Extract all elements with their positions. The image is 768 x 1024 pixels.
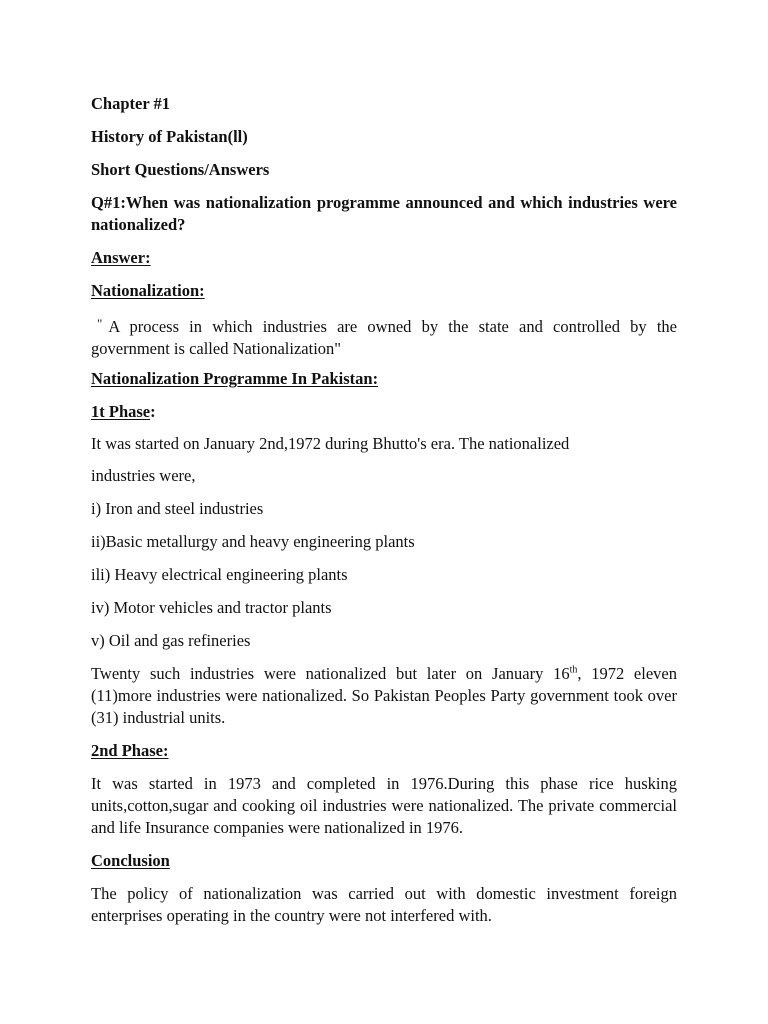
section-title: Short Questions/Answers (91, 160, 270, 179)
phase1-heading-line (91, 402, 156, 422)
answer-heading: Answer: (91, 248, 151, 267)
industry-list-item: i) Iron and steel industries (91, 499, 264, 518)
programme-heading: Nationalization Programme In Pakistan: (91, 369, 379, 388)
phase1-summary-part2: , 1972 eleven (11)more industries were nationalized. So Pakistan Peoples Party government took over (31) industrial units. (91, 664, 677, 727)
industry-list-item: ili) Heavy electrical engineering plants (91, 565, 348, 584)
phase2-text: It was started in 1973 and completed in 1976.During this phase rice husking units,cotton,sugar and cooking oil industries were nationalized. The private commercial and life Insurance companies were nationalized in 1976. (91, 774, 677, 837)
industry-list-item: ii)Basic metallurgy and heavy engineering plants (91, 532, 415, 551)
phase1-heading-colon: : (150, 402, 156, 421)
open-quote-mark: " (97, 316, 103, 331)
phase1-intro-line-2: industries were, (91, 466, 196, 485)
phase1-heading: 1t Phase (91, 402, 151, 421)
phase1-intro-line-1: It was started on January 2nd,1972 during Bhutto's era. The nationalized (91, 434, 570, 453)
conclusion-text: The policy of nationalization was carried out with domestic investment foreign enterprises operating in the country were not interfered with. (91, 884, 677, 925)
question-text: Q#1:When was nationalization programme announced and which industries were nationalized? (91, 193, 677, 234)
phase1-summary-part1: Twenty such industries were nationalized but later on January 16 (91, 664, 570, 683)
industry-list-item: iv) Motor vehicles and tractor plants (91, 598, 332, 617)
definition-heading: Nationalization: (91, 281, 205, 300)
phase1-summary (91, 663, 677, 729)
phase2-heading: 2nd Phase: (91, 741, 169, 760)
chapter-title: Chapter #1 (91, 94, 170, 113)
conclusion-heading: Conclusion (91, 851, 170, 870)
subject-title: History of Pakistan(ll) (91, 127, 248, 146)
definition-text: A process in which industries are owned by the state and controlled by the government is called Nationalization" (91, 317, 677, 358)
ordinal-suffix: th (569, 664, 578, 676)
industry-list-item: v) Oil and gas refineries (91, 631, 251, 650)
definition-paragraph (91, 313, 677, 360)
